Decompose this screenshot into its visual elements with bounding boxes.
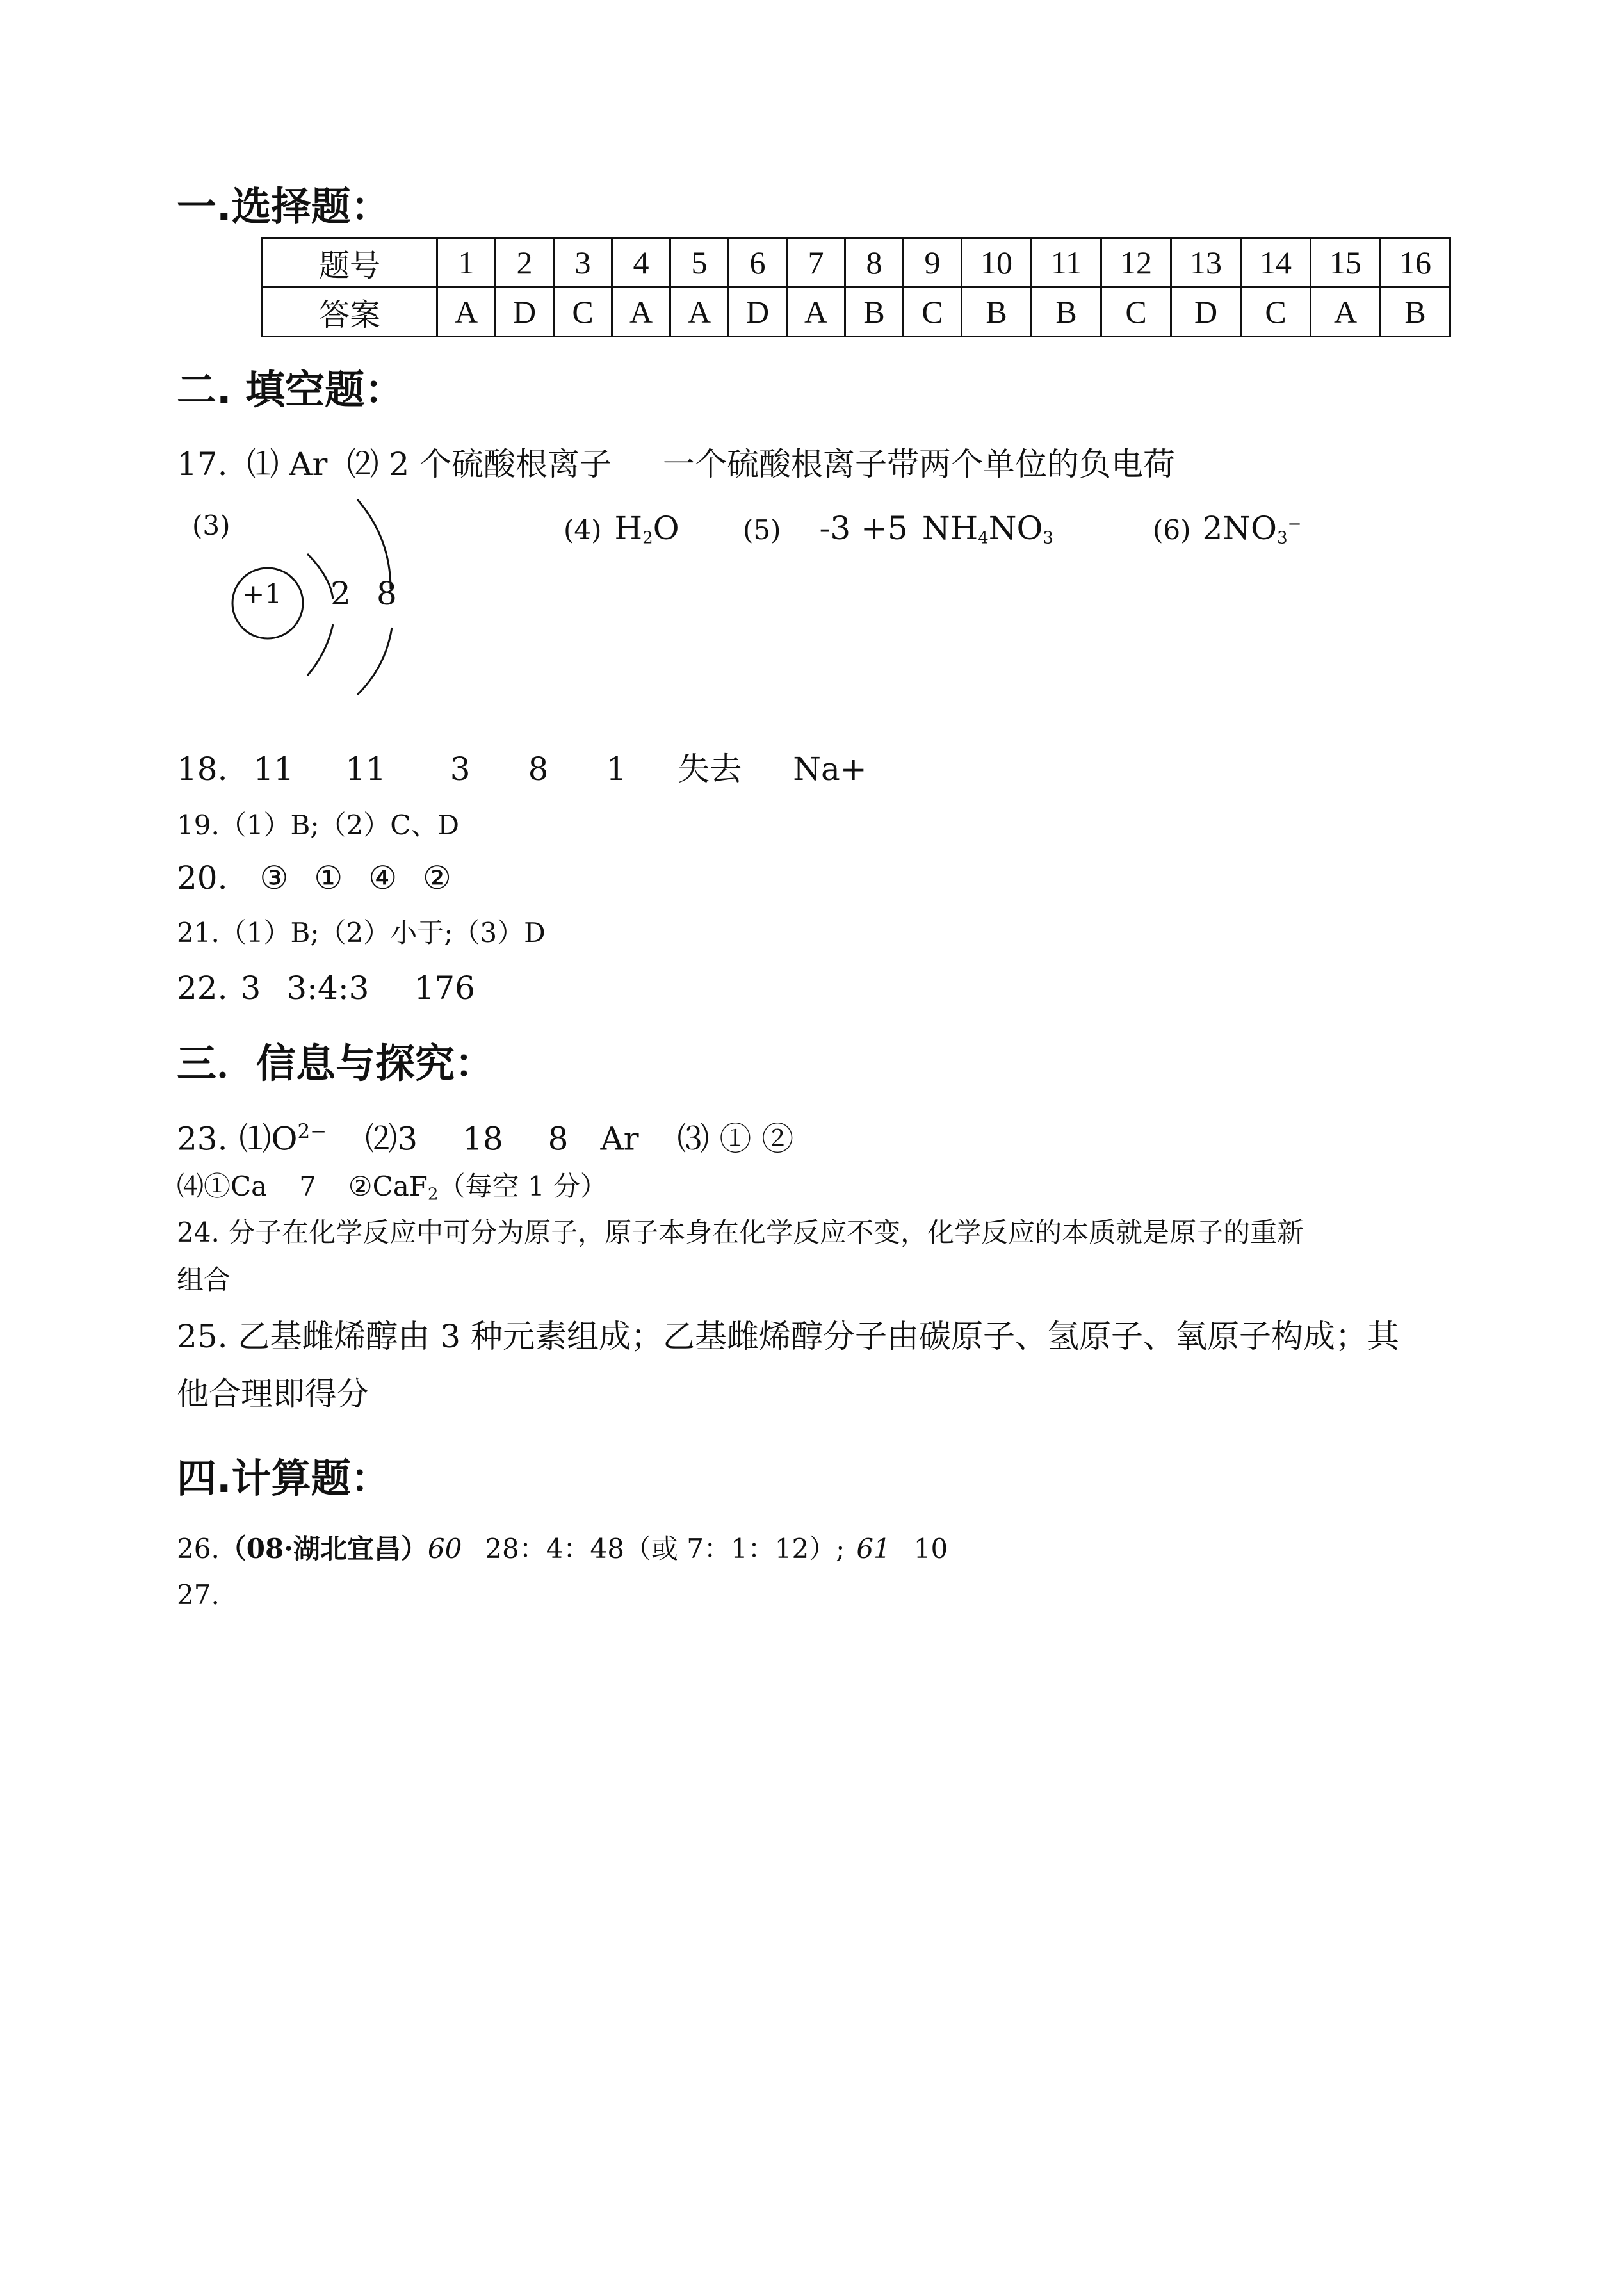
table-cell: C xyxy=(1241,288,1311,337)
section-4-heading: 四.计算题： xyxy=(177,1455,391,1502)
table-cell: A xyxy=(437,288,496,337)
q17-part2: ⑵ 2 个硫酸根离子 xyxy=(346,446,612,483)
q17-part3-label: (3) xyxy=(192,510,231,541)
table-cell: 7 xyxy=(787,238,845,288)
table-cell: 6 xyxy=(729,238,787,288)
q17-part5-label: (5) xyxy=(743,514,781,546)
q22-number: 22. xyxy=(177,969,228,1007)
q18-number: 18. xyxy=(177,750,228,788)
shell-1-electrons: 2 xyxy=(330,575,351,612)
nucleus-charge: +1 xyxy=(242,578,282,610)
table-cell: B xyxy=(1032,288,1101,337)
table-cell: 13 xyxy=(1171,238,1241,288)
q22-value: 3:4:3 xyxy=(286,969,369,1007)
q26-value: 60 xyxy=(427,1533,462,1564)
nh4no3-a: NH xyxy=(922,510,978,547)
q23-part4a: ⑷①Ca xyxy=(177,1171,268,1202)
q17-part6-label: (6) xyxy=(1153,514,1191,546)
water-formula-sub: 2 xyxy=(642,528,653,548)
q25-line1: 25. 乙基雌烯醇由 3 种元素组成；乙基雌烯醇分子由碳原子、氢原子、氧原子构成；其 xyxy=(177,1318,1400,1355)
q18-value: 11 xyxy=(345,750,386,788)
table-cell: 12 xyxy=(1101,238,1171,288)
q23-note: （每空 1 分） xyxy=(438,1171,607,1202)
nh4no3-sub1: 4 xyxy=(978,528,989,548)
water-formula-o: O xyxy=(653,510,679,547)
q26-ratio: 28：4：48（或 7：1：12）; xyxy=(485,1533,845,1564)
q23-value: 18 xyxy=(462,1120,503,1158)
table-cell: A xyxy=(1311,288,1381,337)
q23-line1 xyxy=(177,1120,794,1158)
table-cell: 14 xyxy=(1241,238,1311,288)
outer-shell-arc-bottom xyxy=(357,628,392,695)
q20-value: ① xyxy=(314,859,343,896)
q17-part2-meaning: 一个硫酸根离子带两个单位的负电荷 xyxy=(663,446,1176,483)
shell-2-electrons: 8 xyxy=(377,575,397,612)
q26-line xyxy=(177,1533,948,1564)
table-cell: 1 xyxy=(437,238,496,288)
water-formula-h: H xyxy=(614,510,643,547)
q23-part2: ⑵3 xyxy=(365,1120,418,1158)
table-cell: 3 xyxy=(554,238,612,288)
section-1-heading: 一.选择题： xyxy=(177,183,391,230)
table-cell: B xyxy=(845,288,904,337)
q24-line1: 24. 分子在化学反应中可分为原子，原子本身在化学反应不变，化学反应的本质就是原子的重新 xyxy=(177,1217,1304,1248)
table-cell: A xyxy=(612,288,670,337)
q17-part4 xyxy=(564,512,679,547)
inner-shell-arc-top xyxy=(307,554,333,599)
nitrate-formula: 2NO xyxy=(1202,510,1278,547)
nh4no3-sub2: 3 xyxy=(1043,528,1054,548)
q27-line: 27. xyxy=(177,1579,220,1610)
table-cell: D xyxy=(729,288,787,337)
q23-part3: ⑶ ① ② xyxy=(677,1120,794,1158)
q23-part4b: ②CaF xyxy=(348,1171,428,1202)
row-label-answer: 答案 xyxy=(263,288,437,337)
table-cell: 4 xyxy=(612,238,670,288)
q20-number: 20. xyxy=(177,859,228,896)
q18-value: 失去 xyxy=(678,750,742,788)
q20-value: ④ xyxy=(368,859,398,896)
nitrate-sub: 3 xyxy=(1277,528,1288,548)
table-cell: 9 xyxy=(904,238,962,288)
inner-shell-arc-bottom xyxy=(307,624,333,676)
q18-value: 1 xyxy=(606,750,627,788)
section-2-heading: 二. 填空题： xyxy=(177,366,405,413)
q18-value: 11 xyxy=(253,750,295,788)
q23-number: 23. xyxy=(177,1120,228,1158)
table-cell: 11 xyxy=(1032,238,1101,288)
q18-value: 3 xyxy=(450,750,471,788)
q26-source: （08·湖北宜昌） xyxy=(219,1533,428,1564)
q23-line2 xyxy=(177,1173,607,1203)
q17-valences: -3 +5 xyxy=(819,510,908,547)
q20-value: ② xyxy=(423,859,451,896)
q17-number: 17. xyxy=(177,446,228,483)
q23-oxide-ion: ⑴O xyxy=(239,1120,298,1158)
q22-value: 176 xyxy=(414,969,475,1007)
table-cell: C xyxy=(554,288,612,337)
table-cell: 2 xyxy=(496,238,554,288)
q17-part5 xyxy=(743,512,1053,547)
table-row xyxy=(263,238,1450,288)
table-cell: B xyxy=(1381,288,1450,337)
q26-number: 26. xyxy=(177,1533,220,1564)
q21-line: 21.（1）B;（2）小于;（3）D xyxy=(177,917,546,948)
q23-value: 8 xyxy=(548,1120,569,1158)
q23-oxide-charge: 2− xyxy=(297,1120,327,1143)
q18-value: Na+ xyxy=(793,750,867,788)
q20-line xyxy=(177,859,451,896)
q17-part6 xyxy=(1153,512,1301,547)
q18-value: 8 xyxy=(528,750,549,788)
q26-value: 10 xyxy=(913,1533,948,1564)
nitrate-charge: − xyxy=(1287,514,1302,534)
q23-value: Ar xyxy=(600,1120,639,1158)
table-cell: 5 xyxy=(670,238,729,288)
q23-value: 7 xyxy=(299,1171,316,1202)
q17-line1 xyxy=(177,446,1176,483)
table-cell: C xyxy=(904,288,962,337)
table-cell: D xyxy=(1171,288,1241,337)
row-label-number: 题号 xyxy=(263,238,437,288)
table-cell: A xyxy=(670,288,729,337)
section-3-heading: 三．信息与探究： xyxy=(177,1040,495,1087)
table-cell: 16 xyxy=(1381,238,1450,288)
table-cell: 15 xyxy=(1311,238,1381,288)
q20-value: ③ xyxy=(259,859,289,896)
q18-line xyxy=(177,750,867,788)
q17-part1: ⑴ Ar xyxy=(247,446,328,483)
table-cell: C xyxy=(1101,288,1171,337)
q19-line: 19.（1）B;（2）C、D xyxy=(177,809,460,841)
q17-part4-label: (4) xyxy=(564,514,602,546)
q23-caf2-sub: 2 xyxy=(427,1185,439,1204)
answer-table xyxy=(261,237,1451,337)
q24-line2: 组合 xyxy=(177,1264,231,1295)
table-row xyxy=(263,288,1450,337)
table-cell: 10 xyxy=(962,238,1032,288)
q26-value: 61 xyxy=(856,1533,891,1564)
q22-value: 3 xyxy=(240,969,261,1007)
table-cell: 8 xyxy=(845,238,904,288)
table-cell: D xyxy=(496,288,554,337)
table-cell: A xyxy=(787,288,845,337)
q22-line xyxy=(177,969,475,1007)
table-cell: B xyxy=(962,288,1032,337)
nh4no3-b: NO xyxy=(988,510,1043,547)
q25-line2: 他合理即得分 xyxy=(177,1375,369,1413)
